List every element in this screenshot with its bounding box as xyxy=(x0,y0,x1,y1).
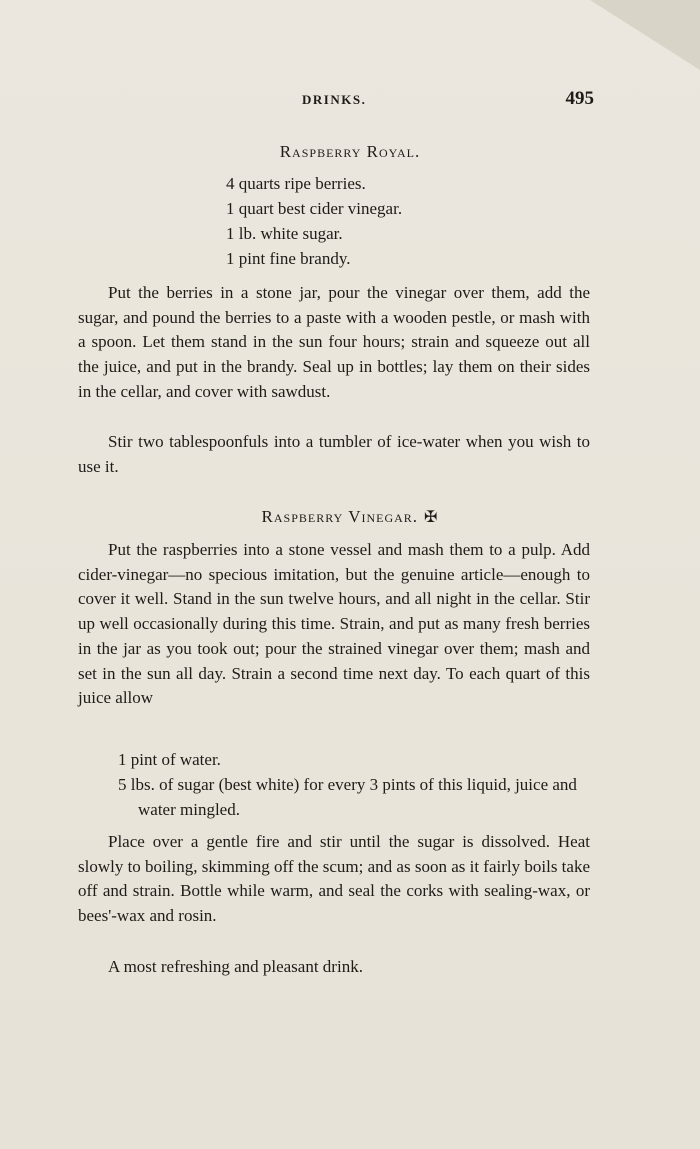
recipe-title-raspberry-royal: Raspberry Royal. xyxy=(279,142,421,161)
ingredient-item: 5 lbs. of sugar (best white) for every 3 pints of this liquid, juice and water mingled. xyxy=(118,775,577,819)
recipe-title-raspberry-vinegar xyxy=(0,507,700,527)
closing-note: A most refreshing and pleasant drink. xyxy=(108,957,363,976)
page-corner-shadow xyxy=(590,0,700,70)
page-header xyxy=(78,88,594,112)
page-number: 495 xyxy=(565,88,594,109)
ingredient-list-raspberry-royal xyxy=(226,171,402,271)
ingredient-item: 1 pint fine brandy. xyxy=(226,249,351,268)
ingredient-item: 4 quarts ripe berries. xyxy=(226,174,366,193)
ingredient-list-raspberry-vinegar xyxy=(118,747,618,822)
running-head: DRINKS. xyxy=(302,92,367,107)
recipe-title-text: Raspberry Vinegar. xyxy=(261,507,419,526)
ingredient-item: 1 quart best cider vinegar. xyxy=(226,199,403,218)
method-paragraph: Put the berries in a stone jar, pour the vinegar over them, add the sugar, and pound the berries to a paste with a wooden pestle, or mash with a spoon. Let them stand in the sun four hours; strain and squeeze out all the juice, and put in the brandy. Seal up in bottles; lay them on their sides in the cellar, and cover with sawdust. xyxy=(78,283,590,401)
method-paragraph: Place over a gentle fire and stir until the sugar is dissolved. Heat slowly to boiling, skimming off the scum; and as soon as it fairly boils take off and strain. Bottle while warm, and seal the corks with sealing-wax, or bees'-wax and rosin. xyxy=(78,832,591,926)
method-paragraph: Put the raspberries into a stone vessel and mash them to a pulp. Add cider-vinegar—no specious imitation, but the genuine article—enough to cover it well. Stand in the sun twelve hours, and all night in the cellar. Stir up well occasionally during this time. Strain, and put as many fresh berries in the jar as you took out; pour the strained vinegar over them; mash and set in the sun all day. Strain a second time next day. To each quart of this juice allow xyxy=(78,540,590,708)
ingredient-item: 1 lb. white sugar. xyxy=(226,224,343,243)
ingredient-item: 1 pint of water. xyxy=(118,750,221,769)
cross-mark-icon: ✠ xyxy=(424,509,439,526)
serving-paragraph: Stir two tablespoonfuls into a tumbler of ice-water when you wish to use it. xyxy=(78,432,590,476)
